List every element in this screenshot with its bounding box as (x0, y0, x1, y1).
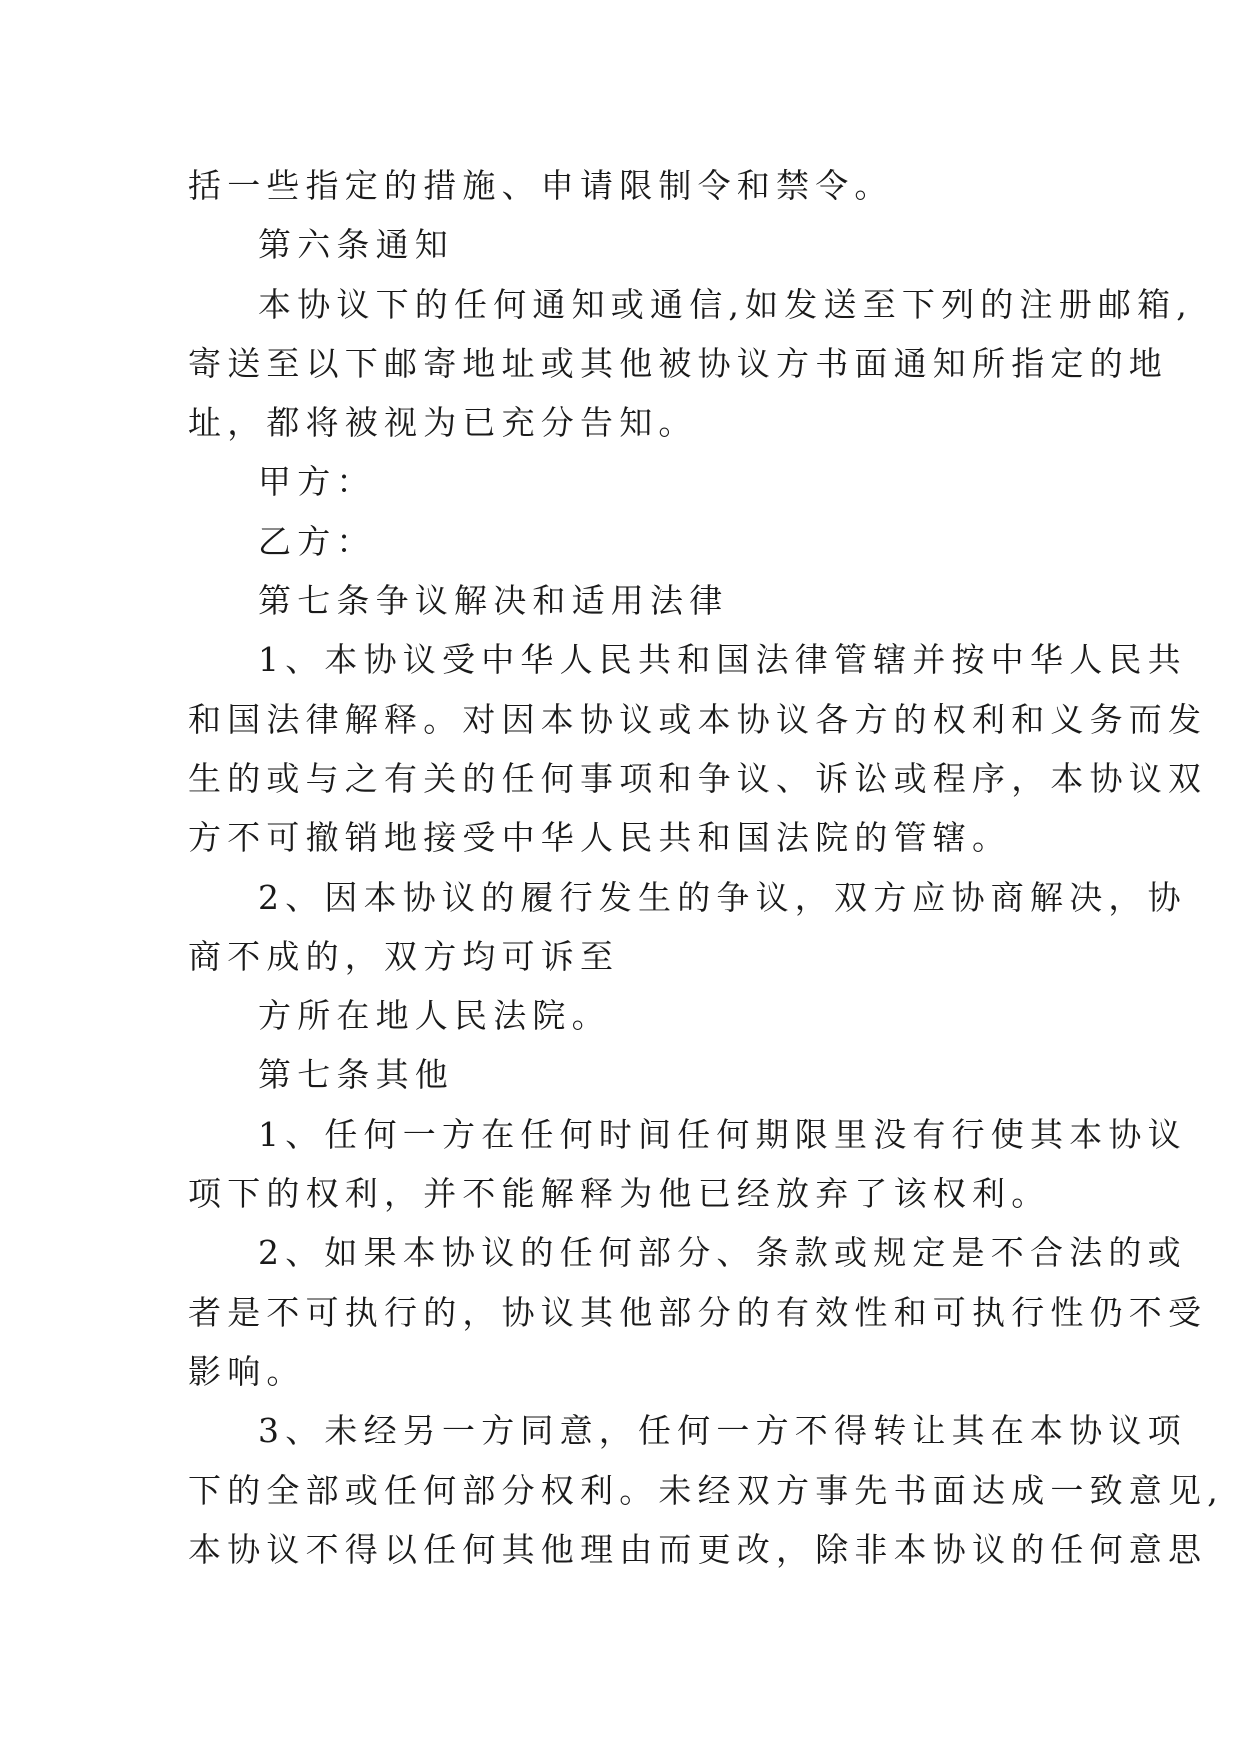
document-body (188, 156, 1224, 1579)
text-line: 本协议不得以任何其他理由而更改，除非本协议的任何意思 (188, 1529, 1208, 1569)
section-heading-dispute: 第七条争议解决和适用法律 (258, 581, 729, 621)
text-line: 2、如果本协议的任何部分、条款或规定是不合法的或 (258, 1233, 1187, 1273)
party-b-label: 乙方： (258, 521, 376, 561)
text-line: 商不成的，双方均可诉至 (188, 936, 620, 976)
text-line: 1、任何一方在任何时间任何期限里没有行使其本协议 (258, 1114, 1187, 1154)
text-line: 者是不可执行的，协议其他部分的有效性和可执行性仍不受 (188, 1292, 1208, 1332)
text-line: 生的或与之有关的任何事项和争议、诉讼或程序，本协议双 (188, 758, 1208, 798)
text-line: 括一些指定的措施、申请限制令和禁令。 (188, 166, 894, 205)
text-line: 和国法律解释。对因本协议或本协议各方的权利和义务而发 (188, 699, 1208, 739)
text-line: 2、因本协议的履行发生的争议，双方应协商解决，协 (258, 877, 1187, 917)
section-heading-other: 第七条其他 (258, 1055, 454, 1095)
party-a-label: 甲方： (258, 462, 376, 502)
text-line: 寄送至以下邮寄地址或其他被协议方书面通知所指定的地 (188, 343, 1168, 383)
text-line: 方所在地人民法院。 (258, 996, 611, 1036)
text-line: 址，都将被视为已充分告知。 (188, 403, 698, 443)
text-line: 3、未经另一方同意，任何一方不得转让其在本协议项 (258, 1411, 1187, 1451)
text-line: 本协议下的任何通知或通信,如发送至下列的注册邮箱, (258, 284, 1193, 324)
section-heading-notice: 第六条通知 (258, 225, 454, 265)
text-line: 1、本协议受中华人民共和国法律管辖并按中华人民共 (258, 640, 1187, 680)
text-line: 下的全部或任何部分权利。未经双方事先书面达成一致意见, (188, 1470, 1224, 1510)
text-line: 方不可撤销地接受中华人民共和国法院的管辖。 (188, 818, 1012, 858)
text-line: 项下的权利，并不能解释为他已经放弃了该权利。 (188, 1174, 1051, 1214)
text-line: 影响。 (188, 1351, 306, 1391)
